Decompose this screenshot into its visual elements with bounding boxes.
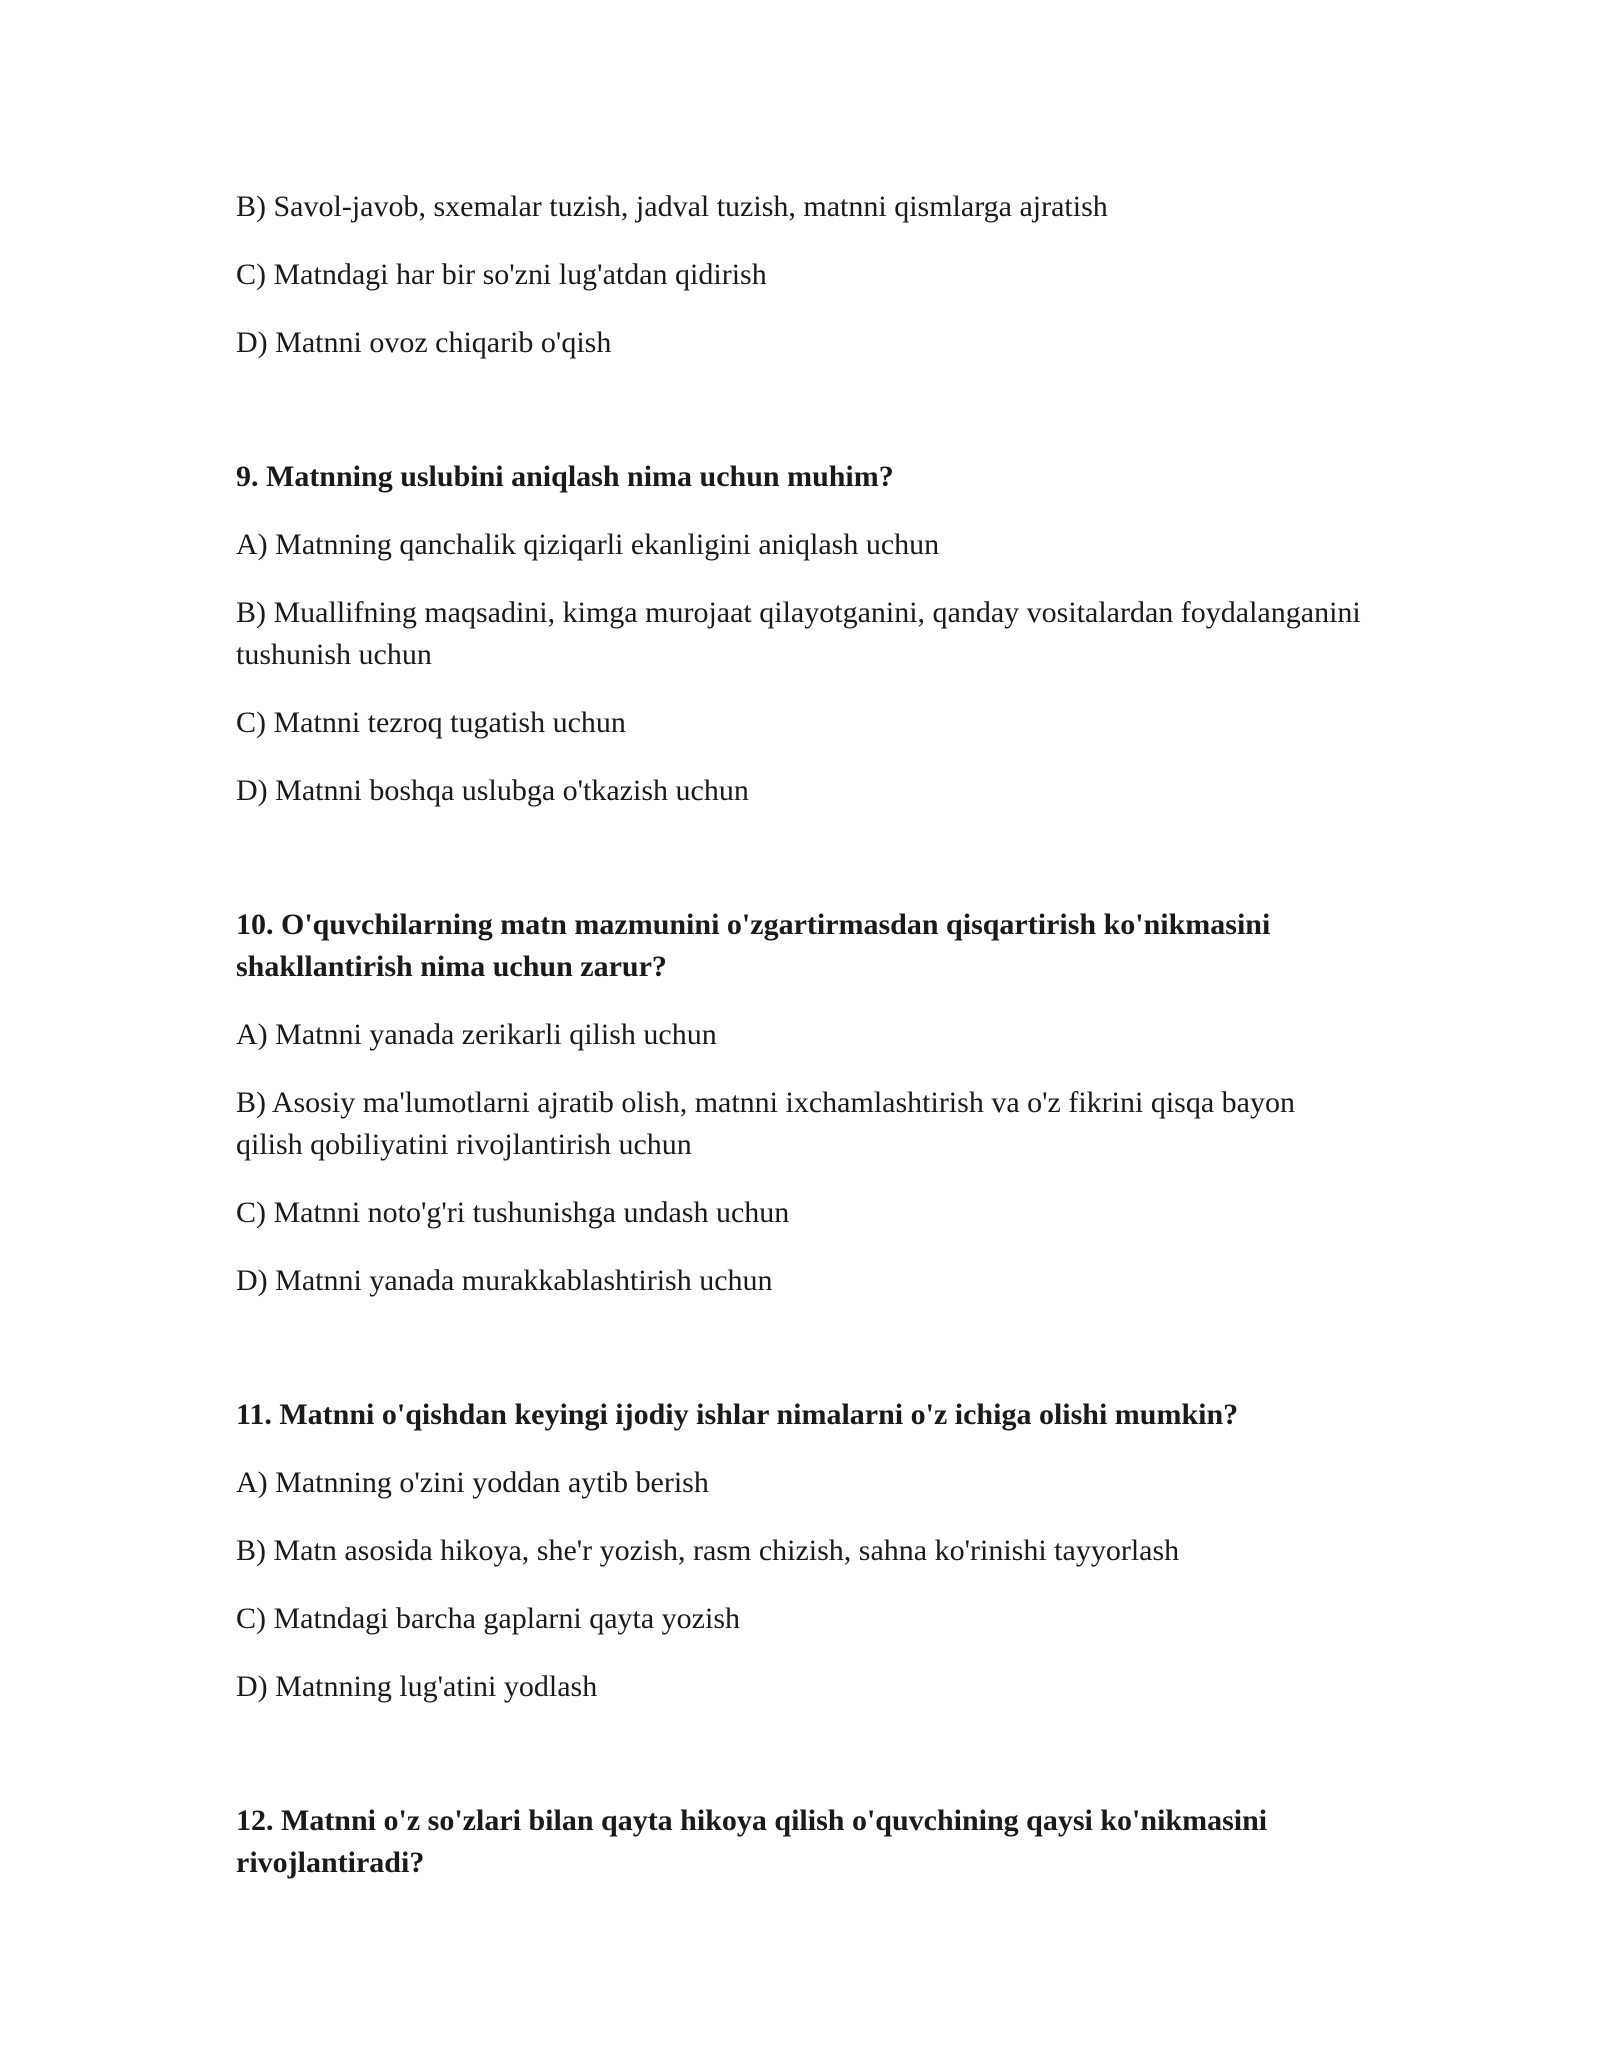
option-b: B) Asosiy ma'lumotlarni ajratib olish, matnni ixchamlashtirish va o'z fikrini qisqa bayon qilish qobiliyatini rivojlantirish uchun (236, 1086, 1295, 1161)
option-d: D) Matnni ovoz chiqarib o'qish (236, 326, 612, 359)
option-b: B) Savol-javob, sxemalar tuzish, jadval tuzish, matnni qismlarga ajratish (236, 190, 1108, 223)
option-c: C) Matnni tezroq tugatish uchun (236, 706, 626, 739)
question-11 (236, 1394, 1366, 1708)
question-12 (236, 1800, 1366, 1884)
question-heading: 12. Matnni o'z so'zlari bilan qayta hikoya qilish o'quvchining qaysi ko'nikmasini rivojlantiradi? (236, 1804, 1268, 1879)
option-c: C) Matndagi barcha gaplarni qayta yozish (236, 1602, 740, 1635)
option-c: C) Matnni noto'g'ri tushunishga undash uchun (236, 1196, 790, 1229)
question-heading: 10. O'quvchilarning matn mazmunini o'zgartirmasdan qisqartirish ko'nikmasini shakllantirish nima uchun zarur? (236, 908, 1271, 983)
spacer (236, 390, 1366, 456)
option-d: D) Matnni yanada murakkablashtirish uchun (236, 1264, 773, 1297)
option-c: C) Matndagi har bir so'zni lug'atdan qidirish (236, 258, 767, 291)
spacer (236, 1734, 1366, 1800)
question-8-tail (236, 186, 1366, 364)
option-a: A) Matnni yanada zerikarli qilish uchun (236, 1018, 717, 1051)
question-9 (236, 456, 1366, 812)
option-a: A) Matnning qanchalik qiziqarli ekanligini aniqlash uchun (236, 528, 940, 561)
option-d: D) Matnning lug'atini yodlash (236, 1670, 598, 1703)
option-d: D) Matnni boshqa uslubga o'tkazish uchun (236, 774, 749, 807)
document-page (236, 186, 1366, 1910)
option-b: B) Matn asosida hikoya, she'r yozish, rasm chizish, sahna ko'rinishi tayyorlash (236, 1534, 1180, 1567)
spacer (236, 1328, 1366, 1394)
spacer (236, 838, 1366, 904)
option-a: A) Matnning o'zini yoddan aytib berish (236, 1466, 709, 1499)
question-heading: 9. Matnning uslubini aniqlash nima uchun muhim? (236, 460, 894, 493)
question-heading: 11. Matnni o'qishdan keyingi ijodiy ishlar nimalarni o'z ichiga olishi mumkin? (236, 1398, 1239, 1431)
option-b: B) Muallifning maqsadini, kimga murojaat qilayotganini, qanday vositalardan foydalanganini tushunish uchun (236, 596, 1361, 671)
question-10 (236, 904, 1366, 1302)
